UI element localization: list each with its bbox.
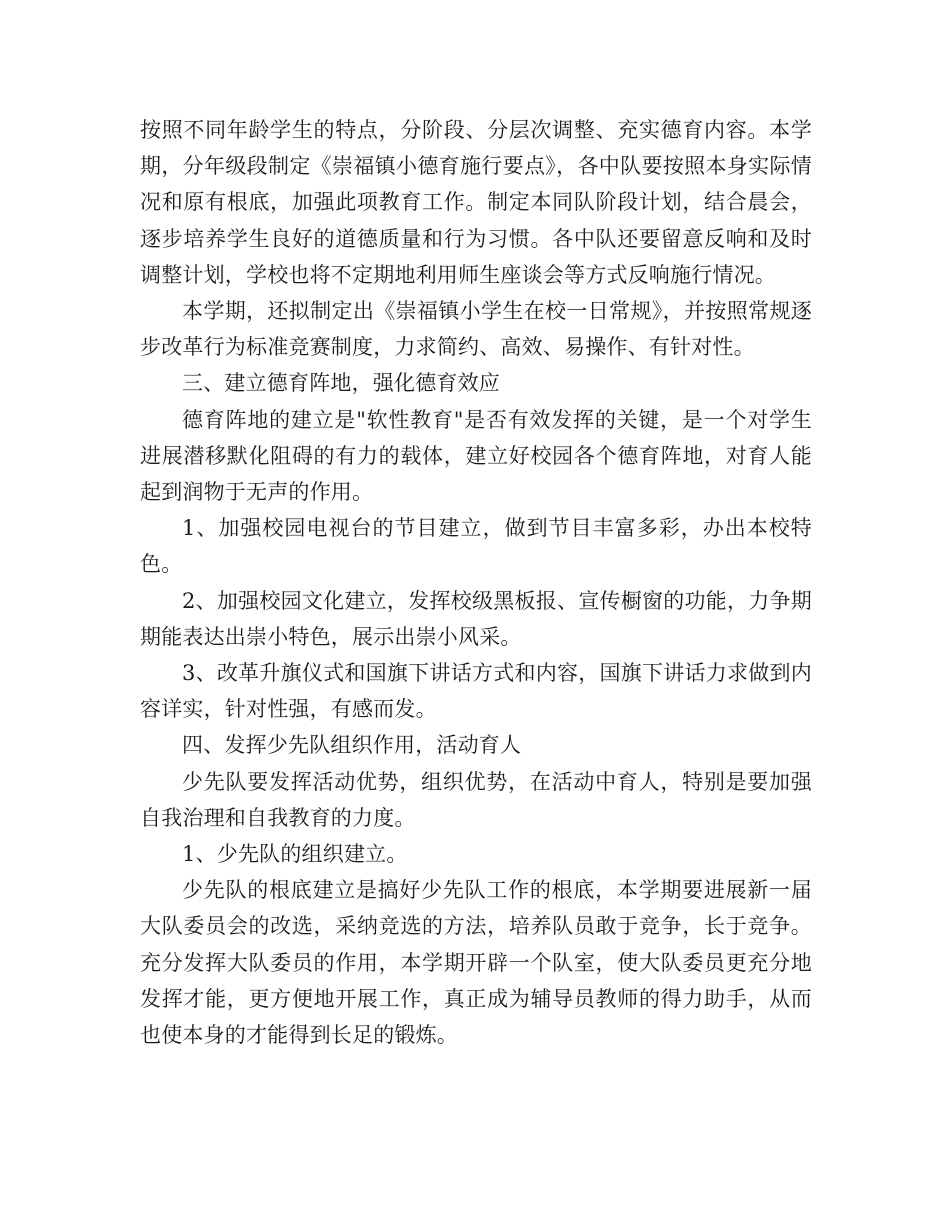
paragraph-1: 按照不同年龄学生的特点，分阶段、分层次调整、充实德育内容。本学期，分年级段制定《崇福镇小德育施行要点》，各中队要按照本身实际情况和原有根底，加强此项教育工作。制定本同队阶段计划，结合晨会，逐步培养学生良好的道德质量和行为习惯。各中队还要留意反响和及时调整计划，学校也将不定期地利用师生座谈会等方式反响施行情况。 — [140, 118, 812, 287]
paragraph-2: 本学期，还拟制定出《崇福镇小学生在校一日常规》，并按照常规逐步改革行为标准竞赛制度，力求简约、高效、易操作、有针对性。 — [140, 299, 812, 360]
paragraph-9: 少先队要发挥活动优势，组织优势，在活动中育人，特别是要加强自我治理和自我教育的力度。 — [140, 769, 812, 830]
subheading-1: 1、少先队的组织建立。 — [182, 842, 408, 867]
document-body — [140, 112, 812, 1053]
list-item-1: 1、加强校园电视台的节目建立，做到节目丰富多彩，办出本校特色。 — [140, 516, 812, 577]
paragraph-11: 少先队的根底建立是搞好少先队工作的根底，本学期要进展新一届大队委员会的改选，采纳竞选的方法，培养队员敢于竞争，长于竞争。充分发挥大队委员的作用，本学期开辟一个队室，使大队委员更充分地发挥才能，更方便地开展工作，真正成为辅导员教师的得力助手，从而也使本身的才能得到长足的锻炼。 — [140, 878, 812, 1048]
section-heading-3: 三、建立德育阵地，强化德育效应 — [182, 371, 500, 396]
list-item-2: 2、加强校园文化建立，发挥校级黑板报、宣传橱窗的功能，力争期期能表达出崇小特色，展示出崇小风采。 — [140, 588, 812, 649]
section-heading-4: 四、发挥少先队组织作用，活动育人 — [182, 733, 522, 758]
list-item-3: 3、改革升旗仪式和国旗下讲话方式和内容，国旗下讲话力求做到内容详实，针对性强，有感而发。 — [140, 661, 812, 722]
paragraph-4: 德育阵地的建立是"软性教育"是否有效发挥的关键，是一个对学生进展潜移默化阻碍的有力的载体，建立好校园各个德育阵地，对育人能起到润物于无声的作用。 — [140, 407, 812, 505]
